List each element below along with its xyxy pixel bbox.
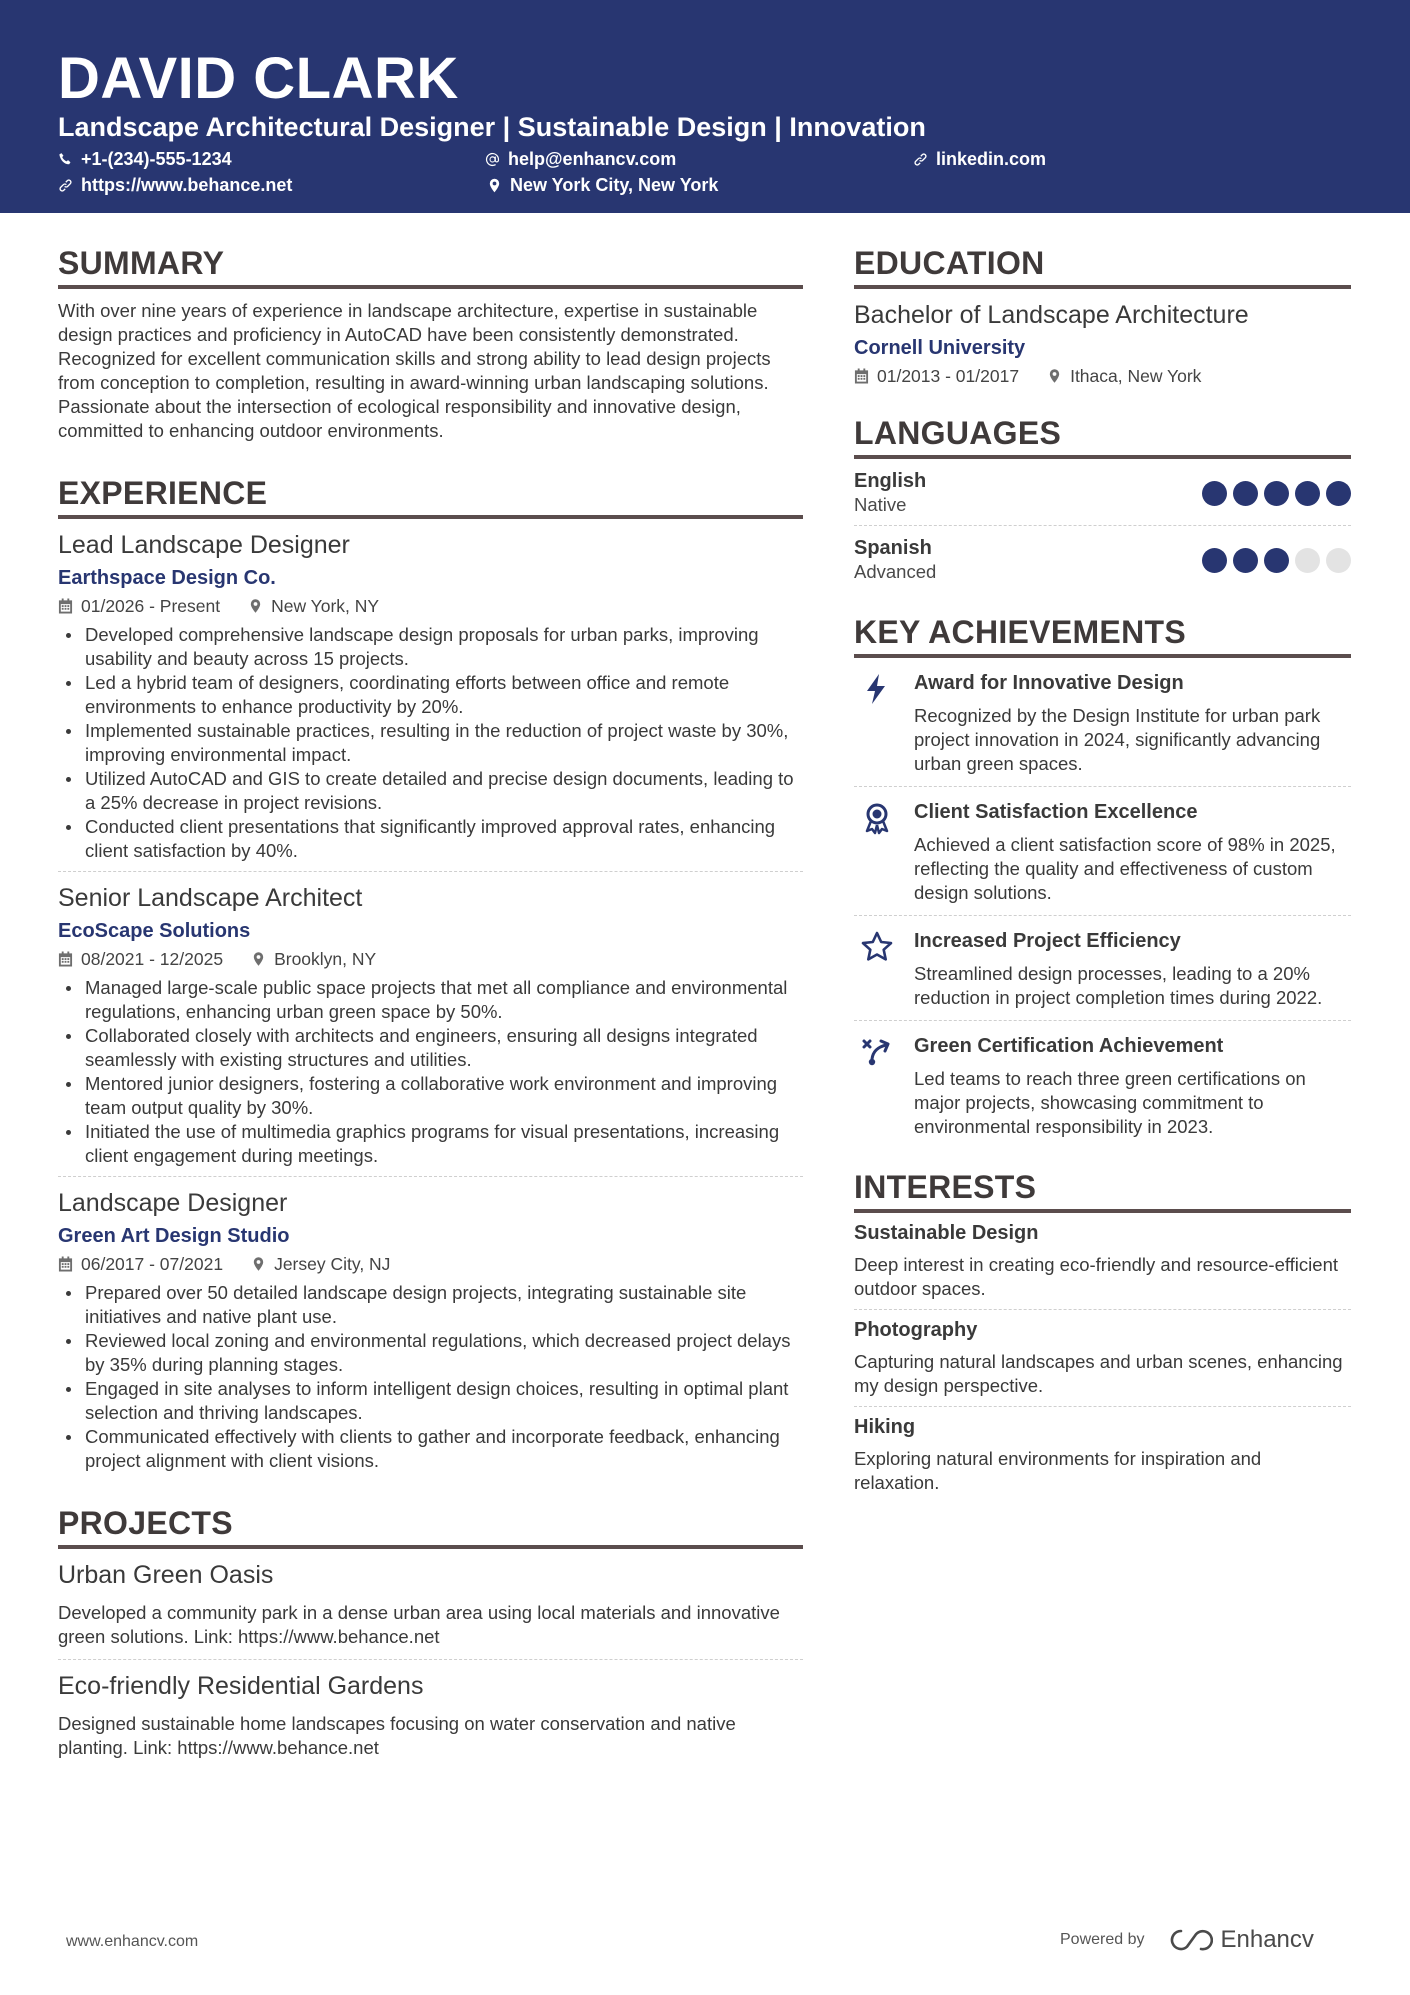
rating-dot-filled [1202,481,1227,506]
right-column [854,243,1351,1503]
rating-dot-filled [1264,481,1289,506]
left-column [58,243,803,1770]
education-dates: 01/2013 - 01/2017 [877,366,1020,386]
interests-section [854,1167,1351,1503]
map-pin-icon [487,178,502,193]
contact-phone [58,148,232,170]
at-icon [485,152,500,167]
language-name: Spanish [854,537,932,559]
bullet-item: Collaborated closely with architects and engineers, ensuring all designs integrated seamlessly with existing structures and utilities. [58,1024,803,1072]
rating-dot-empty [1295,548,1320,573]
job-title: Senior Landscape Architect [58,884,363,912]
education-section [854,243,1351,387]
interest-entry [854,1310,1351,1407]
interest-entry [854,1407,1351,1503]
achievement-entry [854,658,1351,787]
language-name: English [854,470,927,492]
star-icon [860,930,894,964]
rating-dot-filled [1233,481,1258,506]
education-meta [854,365,1351,387]
education-entry [854,289,1351,387]
experience-entry [58,872,803,1177]
resume-header [0,0,1410,213]
job-bullets [58,1281,803,1473]
map-pin-icon [251,951,266,967]
company-name: EcoScape Solutions [58,920,251,942]
link-icon [913,152,928,167]
interest-text: Capturing natural landscapes and urban scenes, enhancing my design perspective. [854,1351,1343,1396]
bullet-item: Managed large-scale public space projects that met all compliance and environmental regulations, enhancing urban green space by 50%. [58,976,803,1024]
bullet-item: Reviewed local zoning and environmental regulations, which decreased project delays by 35% during planning stages. [58,1329,803,1377]
language-level: Native [854,494,907,515]
achievement-title: Green Certification Achievement [914,1035,1224,1057]
project-name: Urban Green Oasis [58,1561,274,1589]
rating-dot-filled [1326,481,1351,506]
job-meta [58,948,803,970]
job-bullets [58,976,803,1168]
interest-title: Sustainable Design [854,1222,1039,1244]
contact-location [487,174,718,196]
strategy-icon [860,1035,894,1069]
candidate-headline: Landscape Architectural Designer | Sustainable Design | Innovation [58,112,926,142]
section-title-experience: EXPERIENCE [58,473,803,519]
bullet-item: Conducted client presentations that significantly improved approval rates, enhancing client satisfaction by 40%. [58,815,803,863]
contact-website[interactable] [58,174,292,196]
calendar-icon [58,1256,73,1272]
project-entry [58,1549,803,1660]
job-dates: 06/2017 - 07/2021 [81,1254,224,1274]
section-title-languages: LANGUAGES [854,413,1351,459]
achievement-entry [854,1021,1351,1149]
job-meta [58,595,803,617]
language-rating [1202,481,1351,506]
interest-text: Exploring natural environments for inspiration and relaxation. [854,1448,1262,1493]
bullet-item: Mentored junior designers, fostering a collaborative work environment and improving team output quality by 30%. [58,1072,803,1120]
job-meta [58,1253,803,1275]
candidate-name: DAVID CLARK [58,46,459,111]
project-description: Developed a community park in a dense urban area using local materials and innovative green solutions. Link: https://www.behance.net [58,1602,780,1647]
project-description: Designed sustainable home landscapes focusing on water conservation and native planting. Link: https://www.behance.net [58,1713,736,1758]
job-location: Jersey City, NJ [274,1254,391,1274]
rating-dot-filled [1264,548,1289,573]
map-pin-icon [248,598,263,614]
bullet-item: Initiated the use of multimedia graphics programs for visual presentations, increasing client engagement during meetings. [58,1120,803,1168]
achievement-text: Streamlined design processes, leading to a 20% reduction in project completion times during 2022. [914,963,1323,1008]
bullet-item: Utilized AutoCAD and GIS to create detailed and precise design documents, leading to a 25% decrease in project revisions. [58,767,803,815]
rating-dot-filled [1295,481,1320,506]
section-title-interests: INTERESTS [854,1167,1351,1213]
projects-section [58,1503,803,1770]
company-name: Earthspace Design Co. [58,567,276,589]
job-location: Brooklyn, NY [274,949,377,969]
interest-text: Deep interest in creating eco-friendly and resource-efficient outdoor spaces. [854,1254,1338,1299]
job-title: Lead Landscape Designer [58,531,350,559]
rating-dot-filled [1233,548,1258,573]
map-pin-icon [1047,368,1062,384]
calendar-icon [854,368,869,384]
rating-dot-empty [1326,548,1351,573]
achievement-entry [854,787,1351,916]
location-text: New York City, New York [510,175,719,195]
contact-linkedin[interactable] [913,148,1046,170]
bolt-icon [860,672,894,706]
job-bullets [58,623,803,863]
contact-email[interactable] [485,148,676,170]
project-entry [58,1660,803,1770]
bullet-item: Communicated effectively with clients to gather and incorporate feedback, enhancing project alignment with client visions. [58,1425,803,1473]
bullet-item: Developed comprehensive landscape design proposals for urban parks, improving usability and beauty across 15 projects. [58,623,803,671]
link-icon [58,178,73,193]
achievement-entry [854,916,1351,1021]
enhancv-logo-icon [1169,1927,1213,1953]
powered-by-text: Powered by [1060,1931,1145,1948]
company-name: Green Art Design Studio [58,1225,290,1247]
map-pin-icon [251,1256,266,1272]
job-dates: 01/2026 - Present [81,596,221,616]
experience-section [58,473,803,1481]
interest-title: Hiking [854,1416,916,1438]
email-text: help@enhancv.com [508,149,677,169]
bullet-item: Led a hybrid team of designers, coordinating efforts between office and remote environments to enhance productivity by 20%. [58,671,803,719]
rating-dot-filled [1202,548,1227,573]
phone-icon [58,152,73,167]
project-name: Eco-friendly Residential Gardens [58,1672,424,1700]
degree-title: Bachelor of Landscape Architecture [854,301,1249,329]
section-title-summary: SUMMARY [58,243,803,289]
bullet-item: Prepared over 50 detailed landscape design projects, integrating sustainable site initiatives and native plant use. [58,1281,803,1329]
footer-website[interactable]: www.enhancv.com [66,1933,199,1950]
achievement-title: Award for Innovative Design [914,672,1184,694]
award-ribbon-icon [860,801,894,835]
experience-entry [58,1177,803,1481]
bullet-item: Engaged in site analyses to inform intelligent design choices, resulting in optimal plant selection and thriving landscapes. [58,1377,803,1425]
school-name: Cornell University [854,337,1026,359]
job-location: New York, NY [271,596,380,616]
experience-entry [58,519,803,872]
linkedin-text: linkedin.com [936,149,1047,169]
achievement-title: Client Satisfaction Excellence [914,801,1198,823]
achievement-title: Increased Project Efficiency [914,930,1181,952]
footer-branding [1060,1926,1314,1954]
job-title: Landscape Designer [58,1189,288,1217]
languages-section [854,413,1351,592]
brand-name: Enhancv [1220,1926,1314,1953]
calendar-icon [58,598,73,614]
interest-entry [854,1213,1351,1310]
language-entry [854,526,1351,592]
achievement-text: Recognized by the Design Institute for urban park project innovation in 2024, significantly advancing urban green spaces. [914,705,1321,774]
achievements-section [854,612,1351,1149]
calendar-icon [58,951,73,967]
brand-logo[interactable] [1169,1926,1314,1954]
section-title-education: EDUCATION [854,243,1351,289]
summary-text: With over nine years of experience in landscape architecture, expertise in sustainable design practices and proficiency in AutoCAD have been consistently demonstrated. Recognized for excellent communication skills and strong ability to lead design projects from conception to completion, resulting in award-winning urban landscaping solutions. Passionate about the intersection of ecological responsibility and innovative design, committed to enhancing outdoor environments. [58,300,771,441]
bullet-item: Implemented sustainable practices, resulting in the reduction of project waste by 30%, improving environmental impact. [58,719,803,767]
language-entry [854,459,1351,526]
summary-section [58,243,803,443]
interest-title: Photography [854,1319,978,1341]
job-dates: 08/2021 - 12/2025 [81,949,224,969]
language-rating [1202,548,1351,573]
website-text: https://www.behance.net [81,175,293,195]
achievement-text: Achieved a client satisfaction score of 98% in 2025, reflecting the quality and effectiveness of custom design solutions. [914,834,1336,903]
phone-text: +1-(234)-555-1234 [81,149,232,169]
achievement-text: Led teams to reach three green certifications on major projects, showcasing commitment to environmental responsibility in 2023. [914,1068,1306,1137]
section-title-projects: PROJECTS [58,1503,803,1549]
section-title-achievements: KEY ACHIEVEMENTS [854,612,1351,658]
language-level: Advanced [854,561,937,582]
education-location: Ithaca, New York [1070,366,1202,386]
